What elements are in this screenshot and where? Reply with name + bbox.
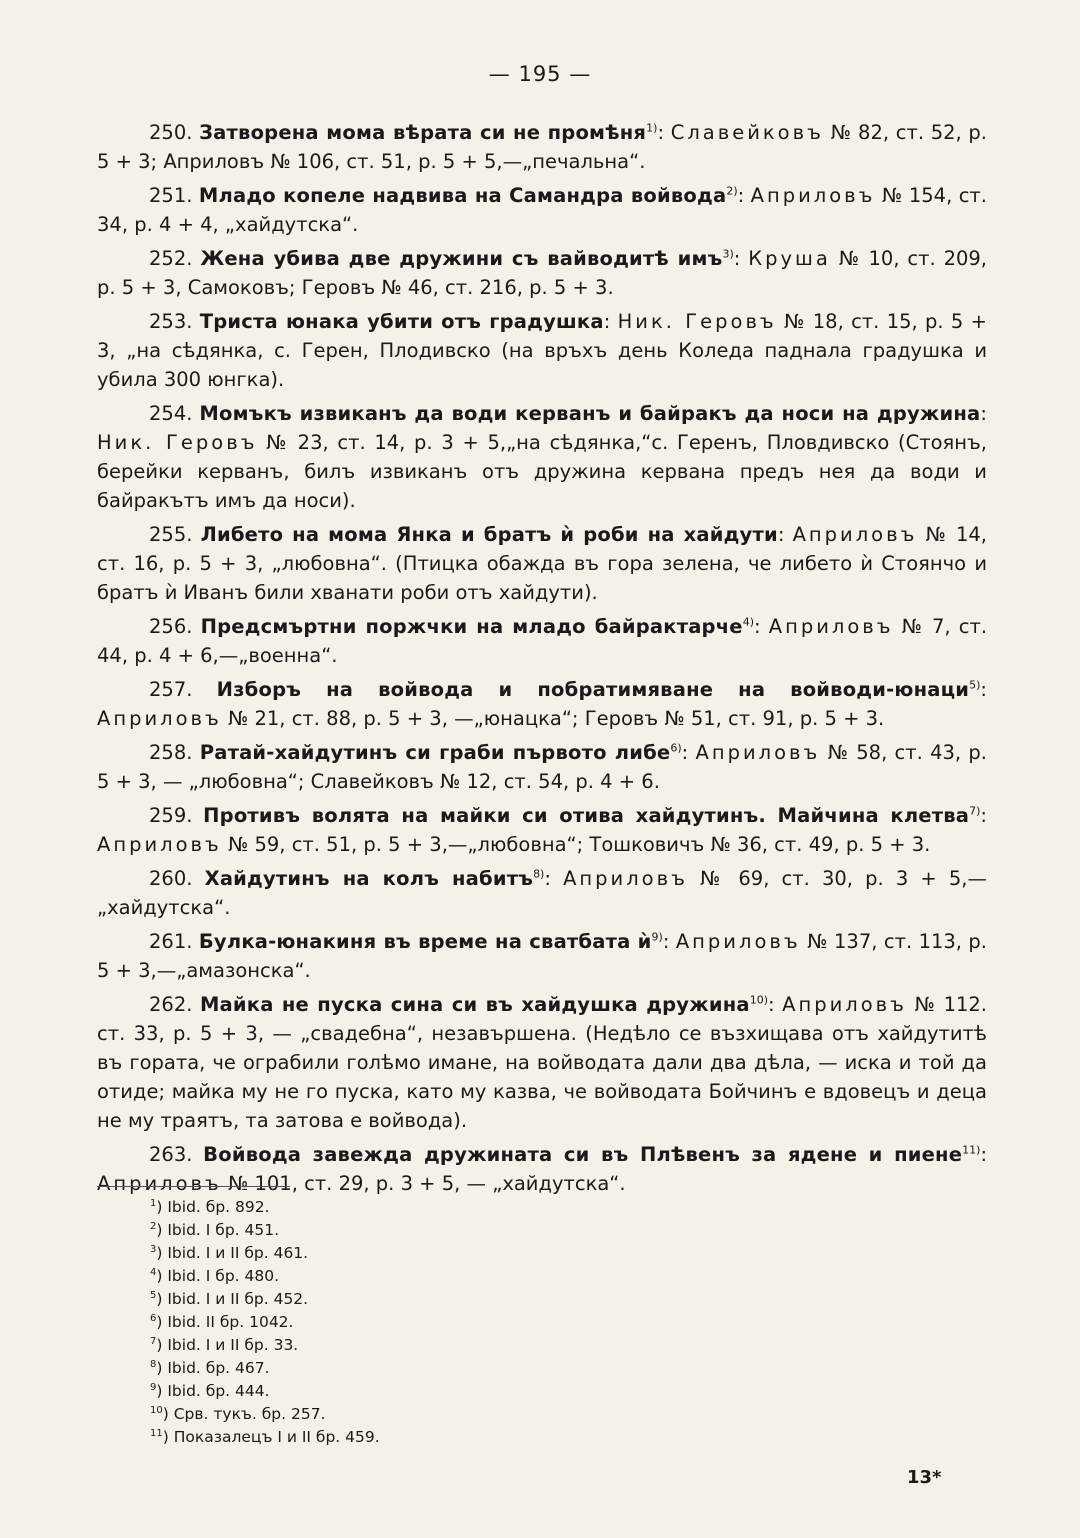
footnote-number: 10 <box>150 1404 163 1416</box>
footnote-divider <box>97 1186 290 1187</box>
entry-source: Славейковъ <box>670 121 824 144</box>
entry-details: № 18, ст. 15, р. 5 + 3, „на сѣдянка, с. Герен, Плодивско (на връхъ день Коледа паднала градушка и убила 300 юнгка). <box>97 310 987 391</box>
entry-number: 253. <box>149 310 193 333</box>
song-entry <box>97 612 987 670</box>
entry-details: № 69, ст. 30, р. 3 + 5,— „хайдутска“. <box>97 867 987 919</box>
footnote-ref: 10) <box>749 993 769 1007</box>
entry-number: 250. <box>149 121 193 144</box>
entry-number: 251. <box>149 184 193 207</box>
entry-title: Войвода завежда дружината си въ Плѣвенъ за ядене и пиене <box>203 1143 963 1166</box>
footnote-text: Ibid. II бр. 1042. <box>167 1313 294 1331</box>
entry-title: Изборъ на войвода и побратимяване на войводи-юнаци <box>216 678 970 701</box>
separator: : <box>733 247 749 270</box>
entry-title: Майка не пуска сина си въ хайдушка дружина <box>199 993 750 1016</box>
entry-source: Априловъ <box>563 867 688 890</box>
footnote-ref: 2) <box>726 184 738 198</box>
footnote-ref: 7) <box>969 804 981 818</box>
footnote: $^{10}$) Срв. тукъ. бр. 257. <box>150 1404 326 1423</box>
separator: : <box>777 523 793 546</box>
separator: : <box>662 930 676 953</box>
separator: : <box>768 993 783 1016</box>
footnote-text: Ibid. I и II бр. 452. <box>167 1290 309 1308</box>
entry-details: № 58, ст. 43, р. 5 + 3, — „любовна“; Славейковъ № 12, ст. 54, р. 4 + 6. <box>97 741 987 793</box>
entry-number: 263. <box>149 1143 193 1166</box>
footnote: $^{11}$) Показалецъ I и II бр. 459. <box>150 1427 380 1446</box>
entry-title: Ратай-хайдутинъ си граби първото либе <box>199 741 671 764</box>
footnote-ref: 5) <box>969 678 981 692</box>
footnote: $^4$) Ibid. I бр. 480. <box>150 1266 280 1285</box>
separator: : <box>980 678 987 701</box>
footnote: $^8$) Ibid. бр. 467. <box>150 1358 270 1377</box>
separator: : <box>980 804 987 827</box>
footnote-number: 4 <box>150 1266 157 1278</box>
footnote-number: 8 <box>150 1358 157 1370</box>
footnote-text: Показалецъ I и II бр. 459. <box>173 1428 380 1446</box>
footnote: $^3$) Ibid. I и II бр. 461. <box>150 1243 309 1262</box>
entry-number: 259. <box>149 804 193 827</box>
footnote-text: Ibid. бр. 892. <box>167 1198 270 1216</box>
song-entry <box>97 675 987 733</box>
separator: : <box>980 402 987 425</box>
entry-number: 257. <box>149 678 193 701</box>
footnote-ref: 3) <box>722 247 734 261</box>
entry-source: Априловъ <box>750 184 876 207</box>
song-entry <box>97 801 987 859</box>
separator: : <box>737 184 751 207</box>
entry-title: Затворена мома вѣрата си не промѣня <box>199 121 647 144</box>
song-entry <box>97 738 987 796</box>
entry-source: Ник. Геровъ <box>617 310 777 333</box>
entry-details: № 154, ст. 34, р. 4 + 4, „хайдутска“. <box>97 184 987 236</box>
song-entry <box>97 181 987 239</box>
entry-details: № 82, ст. 52, р. 5 + 3; Априловъ № 106, ст. 51, р. 5 + 5,—„печальна“. <box>97 121 987 173</box>
entry-source: Круша <box>748 247 831 270</box>
footnote: $^6$) Ibid. II бр. 1042. <box>150 1312 294 1331</box>
entry-details: № 7, ст. 44, р. 4 + 6,—„военна“. <box>97 615 988 667</box>
song-entry <box>97 520 987 607</box>
entry-details: № 23, ст. 14, р. 3 + 5,„на сѣдянка,“с. Геренъ, Пловдивско (Стоянъ, берейки керванъ, билъ извиканъ отъ дружина кервана предъ нея да води и байракътъ имъ да носи). <box>97 431 987 512</box>
song-entry <box>97 990 987 1135</box>
entry-title: Противъ волята на майки си отива хайдутинъ. Майчина клетва <box>203 804 970 827</box>
entry-number: 262. <box>149 993 193 1016</box>
footnote: $^2$) Ibid. I бр. 451. <box>150 1220 280 1239</box>
footnote: $^5$) Ibid. I и II бр. 452. <box>150 1289 309 1308</box>
footnote-ref: 9) <box>651 930 663 944</box>
separator: : <box>754 615 769 638</box>
footnote-text: Ibid. I бр. 480. <box>167 1267 280 1285</box>
footnote-ref: 8) <box>533 867 545 881</box>
entry-title: Младо копеле надвива на Самандра войвода <box>198 184 727 207</box>
footnote-ref: 11) <box>962 1143 981 1157</box>
footnote-text: Ibid. бр. 467. <box>167 1359 270 1377</box>
footnote-number: 7 <box>150 1335 157 1347</box>
entry-number: 254. <box>149 402 193 425</box>
footnote-text: Ibid. I бр. 451. <box>167 1221 280 1239</box>
entry-title: Предсмъртни поржчки на младо байрактарче <box>200 615 743 638</box>
entry-details: № 21, ст. 88, р. 5 + 3, —„юнацка“; Геровъ № 51, ст. 91, р. 5 + 3. <box>221 707 885 730</box>
separator: : <box>980 1143 988 1166</box>
footnote-ref: 6) <box>670 741 682 755</box>
footnote-number: 1 <box>150 1197 157 1209</box>
entry-details: № 112. ст. 33, р. 5 + 3, — „свадебна“, незавършена. (Недѣло се възхищава отъ хайдутитѣ въ гората, че ограбили голѣмо имане, на войводата дали два дѣла, — иска и той да отиде; майка му не го пуска, като му казва, че войводата Бойчинъ е вдовецъ и деца не му траятъ, та затова е войвода). <box>97 993 987 1132</box>
entry-source: Априловъ <box>97 1172 222 1195</box>
song-entry <box>97 244 987 302</box>
entry-source: Априловъ <box>97 833 222 856</box>
entry-title: Момъкъ извиканъ да води керванъ и байракъ да носи на дружина <box>199 402 981 425</box>
entry-title: Либето на мома Янка и братъ ѝ роби на хайдути <box>200 523 778 546</box>
entry-title: Булка-юнакиня въ време на сватбата ѝ <box>198 930 652 953</box>
entry-source: Ник. Геровъ <box>97 431 258 454</box>
entry-source: Априловъ <box>792 523 918 546</box>
footnote-ref: 1) <box>646 121 658 135</box>
entry-details: № 137, ст. 113, р. 5 + 3,—„амазонска“. <box>97 930 987 982</box>
footnote-text: Ibid. I и II бр. 33. <box>167 1336 299 1354</box>
song-entry <box>97 399 987 515</box>
separator: : <box>603 310 618 333</box>
entry-source: Априловъ <box>782 993 907 1016</box>
entry-number: 252. <box>149 247 193 270</box>
song-entries-list <box>97 118 987 1203</box>
entry-number: 255. <box>149 523 193 546</box>
song-entry <box>97 1140 987 1198</box>
footnote-number: 9 <box>150 1381 157 1393</box>
entry-title: Хайдутинъ на колъ набитъ <box>204 867 534 890</box>
song-entry <box>97 307 987 394</box>
entry-details: № 101, ст. 29, р. 3 + 5, — „хайдутска“. <box>221 1172 626 1195</box>
entry-title: Триста юнака убити отъ градушка <box>199 310 604 333</box>
footnote-text: Ibid. I и II бр. 461. <box>167 1244 309 1262</box>
page-number: — 195 — <box>488 62 592 86</box>
song-entry <box>97 864 987 922</box>
separator: : <box>544 867 564 890</box>
entry-details: № 59, ст. 51, р. 5 + 3,—„любовна“; Тошковичъ № 36, ст. 49, р. 5 + 3. <box>221 833 931 856</box>
entry-source: Априловъ <box>695 741 821 764</box>
footnote: $^7$) Ibid. I и II бр. 33. <box>150 1335 299 1354</box>
entry-number: 256. <box>149 615 193 638</box>
entry-number: 261. <box>149 930 193 953</box>
entry-source: Априловъ <box>675 930 801 953</box>
footnote-ref: 4) <box>742 615 755 629</box>
entry-details: № 10, ст. 209, р. 5 + 3, Самоковъ; Геровъ № 46, ст. 216, р. 5 + 3. <box>97 247 987 299</box>
footnotes-list <box>150 1196 380 1449</box>
footnote-number: 5 <box>150 1289 157 1301</box>
footnote-number: 11 <box>150 1427 163 1439</box>
footnote-text: Срв. тукъ. бр. 257. <box>173 1405 326 1423</box>
footnote-text: Ibid. бр. 444. <box>167 1382 270 1400</box>
entry-title: Жена убива две дружини съ вайводитѣ имъ <box>200 247 723 270</box>
entry-source: Априловъ <box>768 615 894 638</box>
footnote-number: 3 <box>150 1243 157 1255</box>
entry-details: № 14, ст. 16, р. 5 + 3, „любовна“. (Птицка обажда въ гора зелена, че либето ѝ Стоянчо и братъ ѝ Иванъ били хванати роби отъ хайдути). <box>97 523 987 604</box>
footnote-number: 6 <box>150 1312 157 1324</box>
song-entry <box>97 927 987 985</box>
entry-number: 258. <box>149 741 193 764</box>
footnote: $^1$) Ibid. бр. 892. <box>150 1197 270 1216</box>
sheet-signature: 13* <box>907 1467 942 1488</box>
song-entry <box>97 118 987 176</box>
separator: : <box>657 121 671 144</box>
footnote: $^9$) Ibid. бр. 444. <box>150 1381 270 1400</box>
entry-source: Априловъ <box>97 707 222 730</box>
entry-number: 260. <box>149 867 193 890</box>
separator: : <box>681 741 696 764</box>
footnote-number: 2 <box>150 1220 157 1232</box>
